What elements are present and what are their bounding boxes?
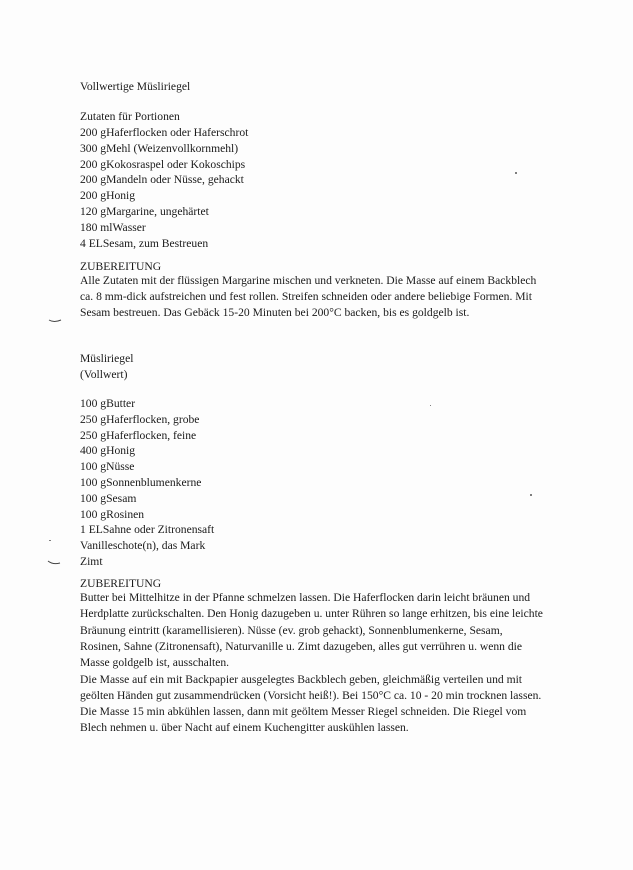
method-line: Die Masse 15 min abkühlen lassen, dann mit geöltem Messer Riegel schneiden. Die Riegel vom <box>80 705 527 719</box>
scan-speck <box>515 172 517 174</box>
ingredient-item: Zimt <box>80 555 103 568</box>
ingredient-item: 300 gMehl (Weizenvollkornmehl) <box>80 141 239 155</box>
ingredient-item: 100 gButter <box>80 397 136 410</box>
ingredient-item: 100 gSesam <box>80 491 137 505</box>
recipe2-title: Müsliriegel <box>80 352 134 365</box>
ingredient-item: 200 gHonig <box>80 189 136 203</box>
recipe1-method-heading: ZUBEREITUNG <box>80 260 162 273</box>
method-line: Rosinen, Sahne (Zitronensaft), Naturvanille u. Zimt dazugeben, alles gut verrühren u. wenn die <box>80 639 523 653</box>
recipe1-title: Vollwertige Müsliriegel <box>80 80 191 93</box>
method-line: Masse goldgelb ist, ausschalten. <box>80 656 230 670</box>
ingredient-item: 180 mlWasser <box>80 220 146 234</box>
ingredient-item: 4 ELSesam, zum Bestreuen <box>80 236 209 250</box>
ingredient-item: 400 gHonig <box>80 444 136 458</box>
scan-speck <box>49 540 51 541</box>
method-line: Herdplatte zurückschalten. Den Honig dazugeben u. unter Rühren so lange erhitzen, bis eine leichte <box>80 607 543 621</box>
scan-mark <box>47 560 61 565</box>
ingredient-item: 250 gHaferflocken, grobe <box>80 412 200 426</box>
ingredient-item: 100 gRosinen <box>80 507 145 521</box>
ingredient-item: 1 ELSahne oder Zitronensaft <box>80 523 215 537</box>
recipe2-method-heading: ZUBEREITUNG <box>80 577 162 590</box>
recipe1-ingredients-heading: Zutaten für Portionen <box>80 110 180 123</box>
method-line: Bräunung eintritt (karamellisieren). Nüsse (ev. grob gehackt), Sonnenblumenkerne, Sesam, <box>80 623 503 637</box>
ingredient-item: 200 gHaferflocken oder Haferschrot <box>80 126 249 139</box>
method-line: Sesam bestreuen. Das Gebäck 15-20 Minuten bei 200°C backen, bis es goldgelb ist. <box>80 306 470 320</box>
recipe2-subtitle: (Vollwert) <box>80 368 128 381</box>
method-line: Blech nehmen u. über Nacht auf einem Kuchengitter auskühlen lassen. <box>80 721 409 735</box>
method-line: ca. 8 mm-dick aufstreichen und fest rollen. Streifen schneiden oder andere beliebige Formen. Mit <box>80 290 533 304</box>
ingredient-item: 200 gKokosraspel oder Kokoschips <box>80 157 246 171</box>
method-line: geölten Händen gut zusammendrücken (Vorsicht heiß!). Bei 150°C ca. 10 - 20 min trocknen lassen. <box>80 688 542 702</box>
method-line: Die Masse auf ein mit Backpapier ausgelegtes Backblech geben, gleichmäßig verteilen und mit <box>80 672 523 686</box>
method-line: Alle Zutaten mit der flüssigen Margarine mischen und verkneten. Die Masse auf einem Backblech <box>80 274 537 287</box>
ingredient-item: 250 gHaferflocken, feine <box>80 428 197 442</box>
ingredient-item: 120 gMargarine, ungehärtet <box>80 205 209 218</box>
ingredient-item: 200 gMandeln oder Nüsse, gehackt <box>80 173 244 187</box>
scan-mark <box>48 318 62 323</box>
scan-speck <box>530 494 532 496</box>
ingredient-item: 100 gSonnenblumenkerne <box>80 476 202 489</box>
scan-speck <box>430 405 431 406</box>
ingredient-item: 100 gNüsse <box>80 460 135 474</box>
ingredient-item: Vanilleschote(n), das Mark <box>80 539 206 553</box>
method-line: Butter bei Mittelhitze in der Pfanne schmelzen lassen. Die Haferflocken darin leicht bräunen und <box>80 591 531 604</box>
